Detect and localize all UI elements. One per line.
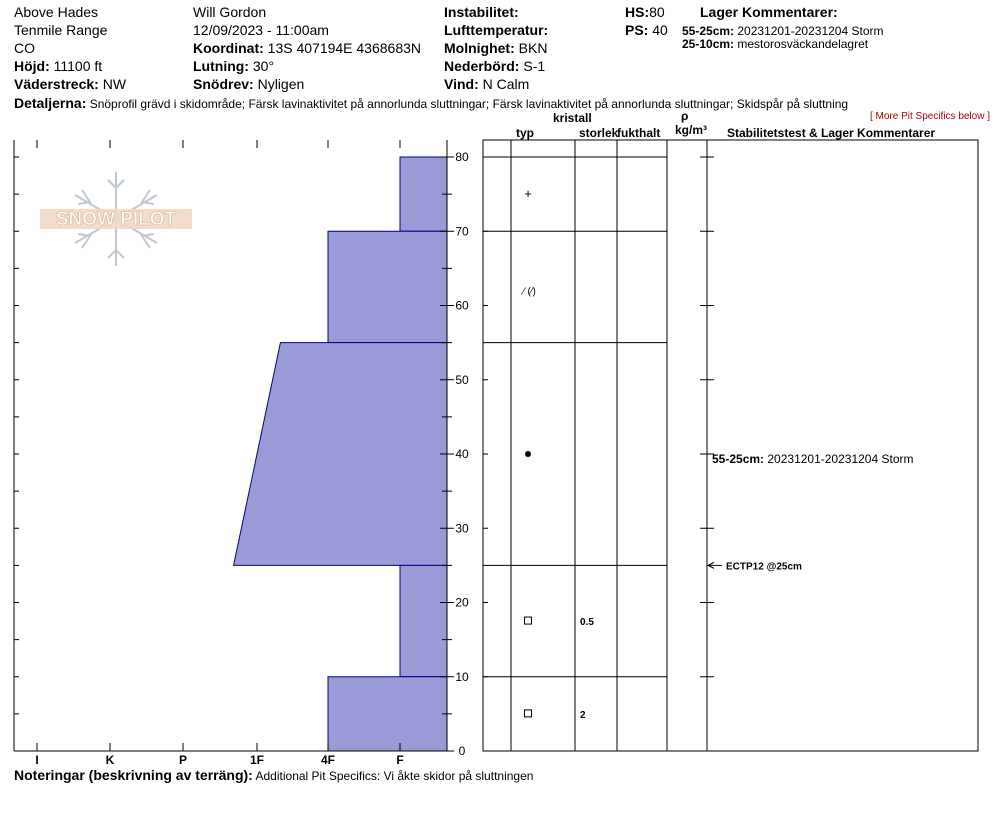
wind-label: Vind: [444,76,479,92]
hardness-tick-label: P [178,753,188,767]
hs-value: 80 [649,4,665,20]
precip-label: Nederbörd: [444,58,520,74]
precip-value: S-1 [523,58,546,74]
layer-comment-range: 55-25cm: [712,452,768,466]
depth-tick-label: 30 [455,521,469,536]
state-name: CO [14,40,35,56]
instability-label: Instabilitet: [444,4,519,20]
moisture-header: fukthalt [617,126,661,140]
coordinate-label: Koordinat: [193,40,264,56]
depth-tick-label: 60 [455,298,469,313]
hs-label: HS: [625,4,650,20]
observation-datetime: 12/09/2023 - 11:00am [193,22,329,38]
depth-tick-label: 70 [455,224,469,239]
crystal-size: 2 [580,709,586,721]
ps-label: PS: [625,22,649,38]
layer-comment-range: 25-10cm: [682,37,735,51]
crystal-header: kristall [553,111,592,125]
crystal-size: 0.5 [580,617,594,629]
hardness-tick-label: 1F [249,753,265,767]
type-header: typ [516,126,534,140]
layer-comment-text: 20231201-20231204 Storm [767,452,914,466]
hardness-layer [400,565,447,676]
notes-label: Noteringar (beskrivning av terräng): [14,767,253,783]
wind-value: N Calm [482,76,530,92]
sky-value: BKN [518,40,548,56]
observer-name: Will Gordon [193,4,267,20]
range-name: Tenmile Range [14,22,108,38]
depth-tick-label: 40 [455,447,469,461]
layer-comment-text: 20231201-20231204 Storm [737,24,884,38]
hardness-tick-label: I [35,753,39,767]
more-pit-specifics-link[interactable]: [ More Pit Specifics below ] [869,111,990,122]
location-name: Above Hades [14,4,99,20]
hardness-layer [328,677,447,751]
slope-label: Lutning: [193,58,249,74]
layer-table [483,140,978,751]
slope-value: 30° [252,58,275,74]
hardness-profile [234,157,447,751]
drift-label: Snödrev: [193,76,254,92]
crystal-type-symbol: ⁄ (⁄) [523,286,536,298]
elevation-value: 11100 ft [53,58,103,74]
hardness-layer [234,343,447,566]
depth-tick-label: 50 [455,372,469,387]
layer-comments-title: Lager Kommentarer: [700,4,838,20]
hardness-tick-label: F [396,753,404,767]
details-text: Snöprofil grävd i skidområde; Färsk lavinaktivitet på annorlunda sluttningar; Färsk lavinaktivitet på annorlunda sluttningar; Skidspår på sluttning [89,97,849,111]
elevation-label: Höjd: [14,58,50,74]
size-header: storlek [579,126,619,140]
depth-tick-label: 0 [458,744,466,758]
crystal-faceted-icon [525,710,532,717]
stability-header: Stabilitetstest & Lager Kommentarer [727,126,936,140]
sky-label: Molnighet: [444,40,515,56]
logo-text: SNOW PILOT [55,209,177,230]
details-label: Detaljerna: [14,95,87,111]
rho-header: ρ [681,109,689,123]
layer-comment-text: mestorosväckandelagret [737,37,869,51]
density-unit-header: kg/m³ [675,123,708,137]
aspect-label: Väderstreck: [14,76,99,92]
hardness-tick-label: K [105,753,115,767]
coordinate-value: 13S 407194E 4368683N [267,40,422,56]
depth-tick-label: 20 [455,595,469,610]
aspect-value: NW [102,76,127,92]
drift-value: Nyligen [257,76,305,92]
hardness-layer [328,231,447,342]
depth-tick-label: 80 [455,150,469,164]
layer-comment-range: 55-25cm: [682,24,735,38]
notes-row [14,768,533,782]
crystal-type-symbol: + [524,186,532,202]
notes-text: Additional Pit Specifics: Vi åkte skidor på sluttningen [255,769,534,783]
layer-comment [712,452,914,466]
ps-value: 40 [652,22,668,38]
hardness-layer [400,157,447,231]
airtemp-label: Lufttemperatur: [444,22,549,38]
depth-tick-label: 10 [455,669,469,684]
hardness-tick-label: 4F [320,753,336,767]
stability-test-label: ECTP12 @25cm [726,561,802,573]
crystal-rounded-icon [525,451,531,457]
crystal-faceted-icon [525,617,532,624]
